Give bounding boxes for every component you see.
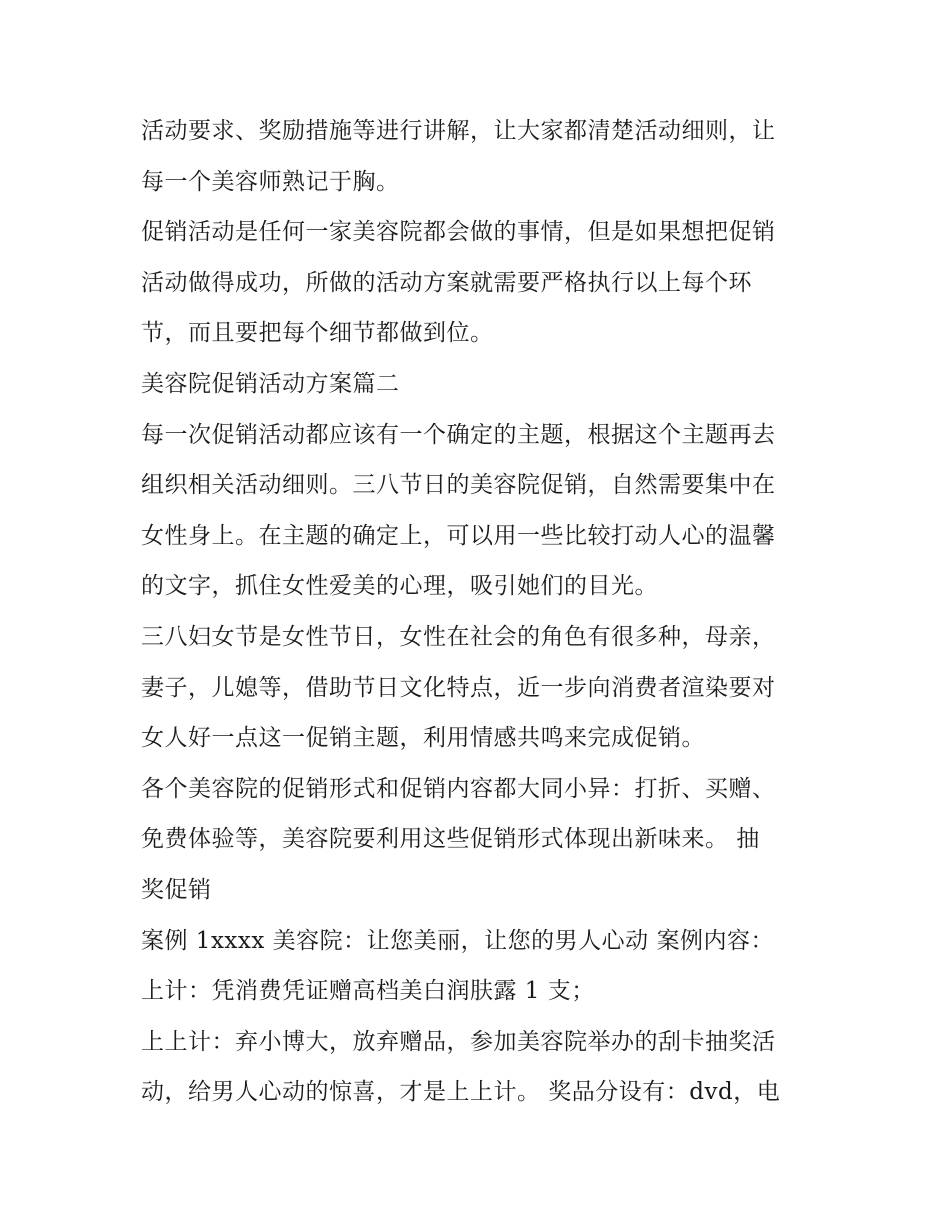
text-line-7: 每一次促销活动都应该有一个确定的主题，根据这个主题再去 — [141, 421, 776, 448]
text-line-20: 动，给男人心动的惊喜，才是上上计。 奖品分设有：dvd，电 — [141, 1079, 781, 1106]
text-line-10: 的文字，抓住女性爱美的心理，吸引她们的目光。 — [141, 573, 658, 600]
text-line-5: 节，而且要把每个细节都做到位。 — [141, 320, 494, 347]
text-line-3: 促销活动是任何一家美容院都会做的事情，但是如果想把促销 — [141, 219, 776, 246]
text-line-16: 奖促销 — [141, 876, 212, 903]
text-line-12: 妻子，儿媳等，借助节日文化特点，近一步向消费者渲染要对 — [141, 674, 776, 701]
text-line-14: 各个美容院的促销形式和促销内容都大同小异：打折、买赠、 — [141, 775, 776, 802]
document-body — [141, 106, 821, 1118]
text-line-8: 组织相关活动细则。三八节日的美容院促销，自然需要集中在 — [141, 472, 776, 499]
text-line-17: 案例 1xxxx 美容院：让您美丽，让您的男人心动 案例内容： — [141, 927, 774, 954]
text-line-18: 上计：凭消费凭证赠高档美白润肤露 1 支； — [141, 978, 595, 1005]
section-heading: 美容院促销活动方案篇二 — [141, 370, 400, 397]
text-line-2: 每一个美容师熟记于胸。 — [141, 168, 400, 195]
text-line-13: 女人好一点这一促销主题，利用情感共鸣来完成促销。 — [141, 725, 705, 752]
text-line-11: 三八妇女节是女性节日，女性在社会的角色有很多种，母亲， — [141, 623, 776, 650]
text-line-4: 活动做得成功，所做的活动方案就需要严格执行以上每个环 — [141, 269, 752, 296]
text-line-1: 活动要求、奖励措施等进行讲解，让大家都清楚活动细则，让 — [141, 118, 776, 144]
text-line-9: 女性身上。在主题的确定上，可以用一些比较打动人心的温馨 — [141, 522, 776, 549]
text-line-15: 免费体验等，美容院要利用这些促销形式体现出新味来。 抽 — [141, 826, 760, 853]
text-line-19: 上上计：弃小博大，放弃赠品，参加美容院举办的刮卡抽奖活 — [141, 1028, 776, 1055]
